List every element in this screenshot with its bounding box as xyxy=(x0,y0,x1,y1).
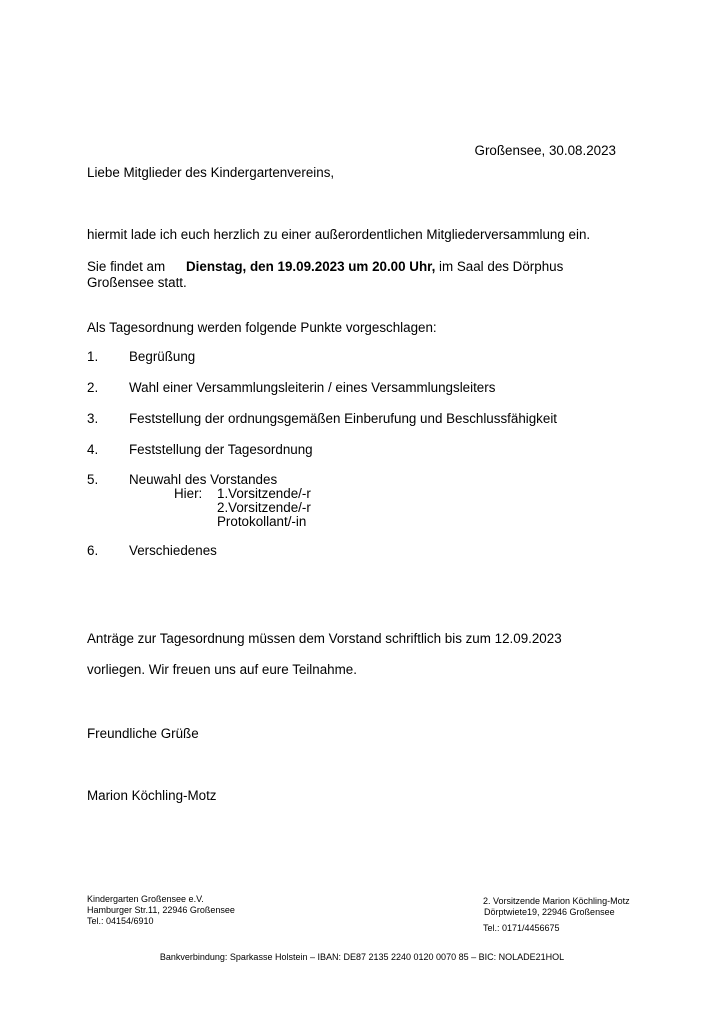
agenda-item: Wahl einer Versammlungsleiterin / eines Versammlungsleiters xyxy=(129,380,496,395)
agenda-subitem: Protokollant/-in xyxy=(217,514,307,529)
agenda-number: 5. xyxy=(87,472,99,487)
agenda-subitem: 2.Vorsitzende/-r xyxy=(217,500,311,515)
signature-name: Marion Köchling-Motz xyxy=(87,788,217,803)
agenda-number: 4. xyxy=(87,442,99,457)
agenda-item: Begrüßung xyxy=(129,349,196,364)
motions-text: Anträge zur Tagesordnung müssen dem Vorstand schriftlich bis zum 12.09.2023 xyxy=(87,631,562,646)
closing: Freundliche Grüße xyxy=(87,726,199,741)
agenda-item: Verschiedenes xyxy=(129,543,217,558)
footer-contact-role: 2. Vorsitzende Marion Köchling-Motz xyxy=(483,896,630,906)
agenda-number: 1. xyxy=(87,349,99,364)
agenda-number: 2. xyxy=(87,380,99,395)
footer-phone: Tel.: 04154/6910 xyxy=(87,916,154,926)
bank-details: Bankverbindung: Sparkasse Holstein – IBAN: DE87 2135 2240 0120 0070 85 – BIC: NOLADE21HOL xyxy=(159,952,565,962)
date-line: Großensee, 30.08.2023 xyxy=(474,143,616,158)
agenda-subitem: 1.Vorsitzende/-r xyxy=(217,486,311,501)
intro-text: hiermit lade ich euch herzlich zu einer außerordentlichen Mitgliederversammlung ein. xyxy=(87,227,591,242)
salutation: Liebe Mitglieder des Kindergartenvereins, xyxy=(87,165,335,180)
agenda-subitem-prefix: Hier: xyxy=(174,486,203,501)
agenda-intro: Als Tagesordnung werden folgende Punkte vorgeschlagen: xyxy=(87,320,437,335)
agenda-item: Feststellung der ordnungsgemäßen Einberufung und Beschlussfähigkeit xyxy=(129,411,558,426)
meeting-prefix: Sie findet am xyxy=(87,259,166,274)
agenda-item: Feststellung der Tagesordnung xyxy=(129,442,313,457)
meeting-location: im Saal des Dörphus xyxy=(439,259,564,274)
meeting-datetime: Dienstag, den 19.09.2023 um 20.00 Uhr, xyxy=(186,259,436,274)
footer-contact-address: Dörptwiete19, 22946 Großensee xyxy=(484,907,615,917)
agenda-item: Neuwahl des Vorstandes xyxy=(129,472,278,487)
footer-org: Kindergarten Großensee e.V. xyxy=(87,894,204,904)
agenda-number: 3. xyxy=(87,411,99,426)
footer-contact-phone: Tel.: 0171/4456675 xyxy=(483,923,560,933)
footer-address: Hamburger Str.11, 22946 Großensee xyxy=(87,905,235,915)
meeting-location-line2: Großensee statt. xyxy=(87,275,187,290)
motions-text-line2: vorliegen. Wir freuen uns auf eure Teilnahme. xyxy=(87,662,357,677)
agenda-number: 6. xyxy=(87,543,99,558)
